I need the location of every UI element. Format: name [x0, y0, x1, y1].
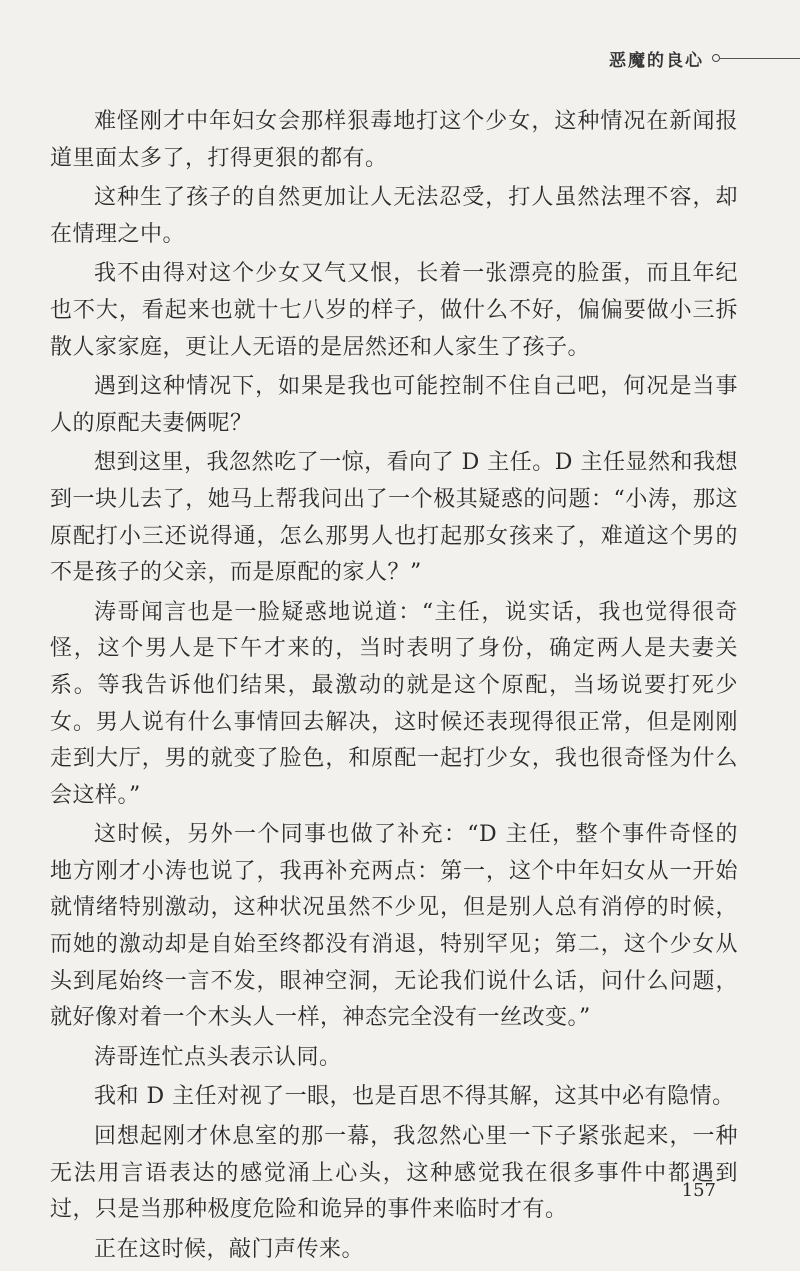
page-number: 157: [681, 1180, 716, 1201]
running-header-title: 恶魔的良心: [609, 51, 704, 71]
paragraph: 回想起刚才休息室的那一幕，我忽然心里一下子紧张起来，一种无法用言语表达的感觉涌上心头，这种感觉我在很多事件中都遇到过，只是当那种极度危险和诡异的事件来临时才有。: [50, 1124, 738, 1223]
paragraph: 想到这里，我忽然吃了一惊，看向了 D 主任。D 主任显然和我想到一块儿去了，她马上帮我问出了一个极其疑惑的问题：“小涛，那这原配打小三还说得通，怎么那男人也打起那女孩来了，难道这个男的不是孩子的父亲，而是原配的家人？”: [50, 450, 738, 586]
paragraph: 正在这时候，敲门声传来。: [94, 1236, 365, 1262]
body-text: [50, 104, 738, 1271]
paragraph: 我和 D 主任对视了一眼，也是百思不得其解，这其中必有隐情。: [94, 1084, 735, 1110]
header-ornament-circle-icon: [712, 54, 720, 62]
paragraph: 遇到这种情况下，如果是我也可能控制不住自己吧，何况是当事人的原配夫妻俩呢？: [50, 374, 738, 436]
paragraph: 这时候，另外一个同事也做了补充：“D 主任，整个事件奇怪的地方刚才小涛也说了，我再补充两点：第一，这个中年妇女从一开始就情绪特别激动，这种状况虽然不少见，但是别人总有消停的时候，而她的激动却是自始至终都没有消退，特别罕见；第二，这个少女从头到尾始终一言不发，眼神空洞，无论我们说什么话，问什么问题，就好像对着一个木头人一样，神态完全没有一丝改变。”: [50, 822, 738, 1031]
paragraph: 这种生了孩子的自然更加让人无法忍受，打人虽然法理不容，却在情理之中。: [50, 185, 738, 247]
paragraph: 我不由得对这个少女又气又恨，长着一张漂亮的脸蛋，而且年纪也不大，看起来也就十七八岁的样子，做什么不好，偏偏要做小三拆散人家家庭，更让人无语的是居然还和人家生了孩子。: [50, 261, 738, 360]
header-rule: [720, 58, 800, 59]
paragraph: 涛哥连忙点头表示认同。: [94, 1044, 342, 1070]
paragraph: 难怪刚才中年妇女会那样狠毒地打这个少女，这种情况在新闻报道里面太多了，打得更狠的都有。: [50, 109, 738, 171]
paragraph: 涛哥闻言也是一脸疑惑地说道：“主任，说实话，我也觉得很奇怪，这个男人是下午才来的，当时表明了身份，确定两人是夫妻关系。等我告诉他们结果，最激动的就是这个原配，当场说要打死少女。男人说有什么事情回去解决，这时候还表现得很正常，但是刚刚走到大厅，男的就变了脸色，和原配一起打少女，我也很奇怪为什么会这样。”: [50, 599, 738, 808]
